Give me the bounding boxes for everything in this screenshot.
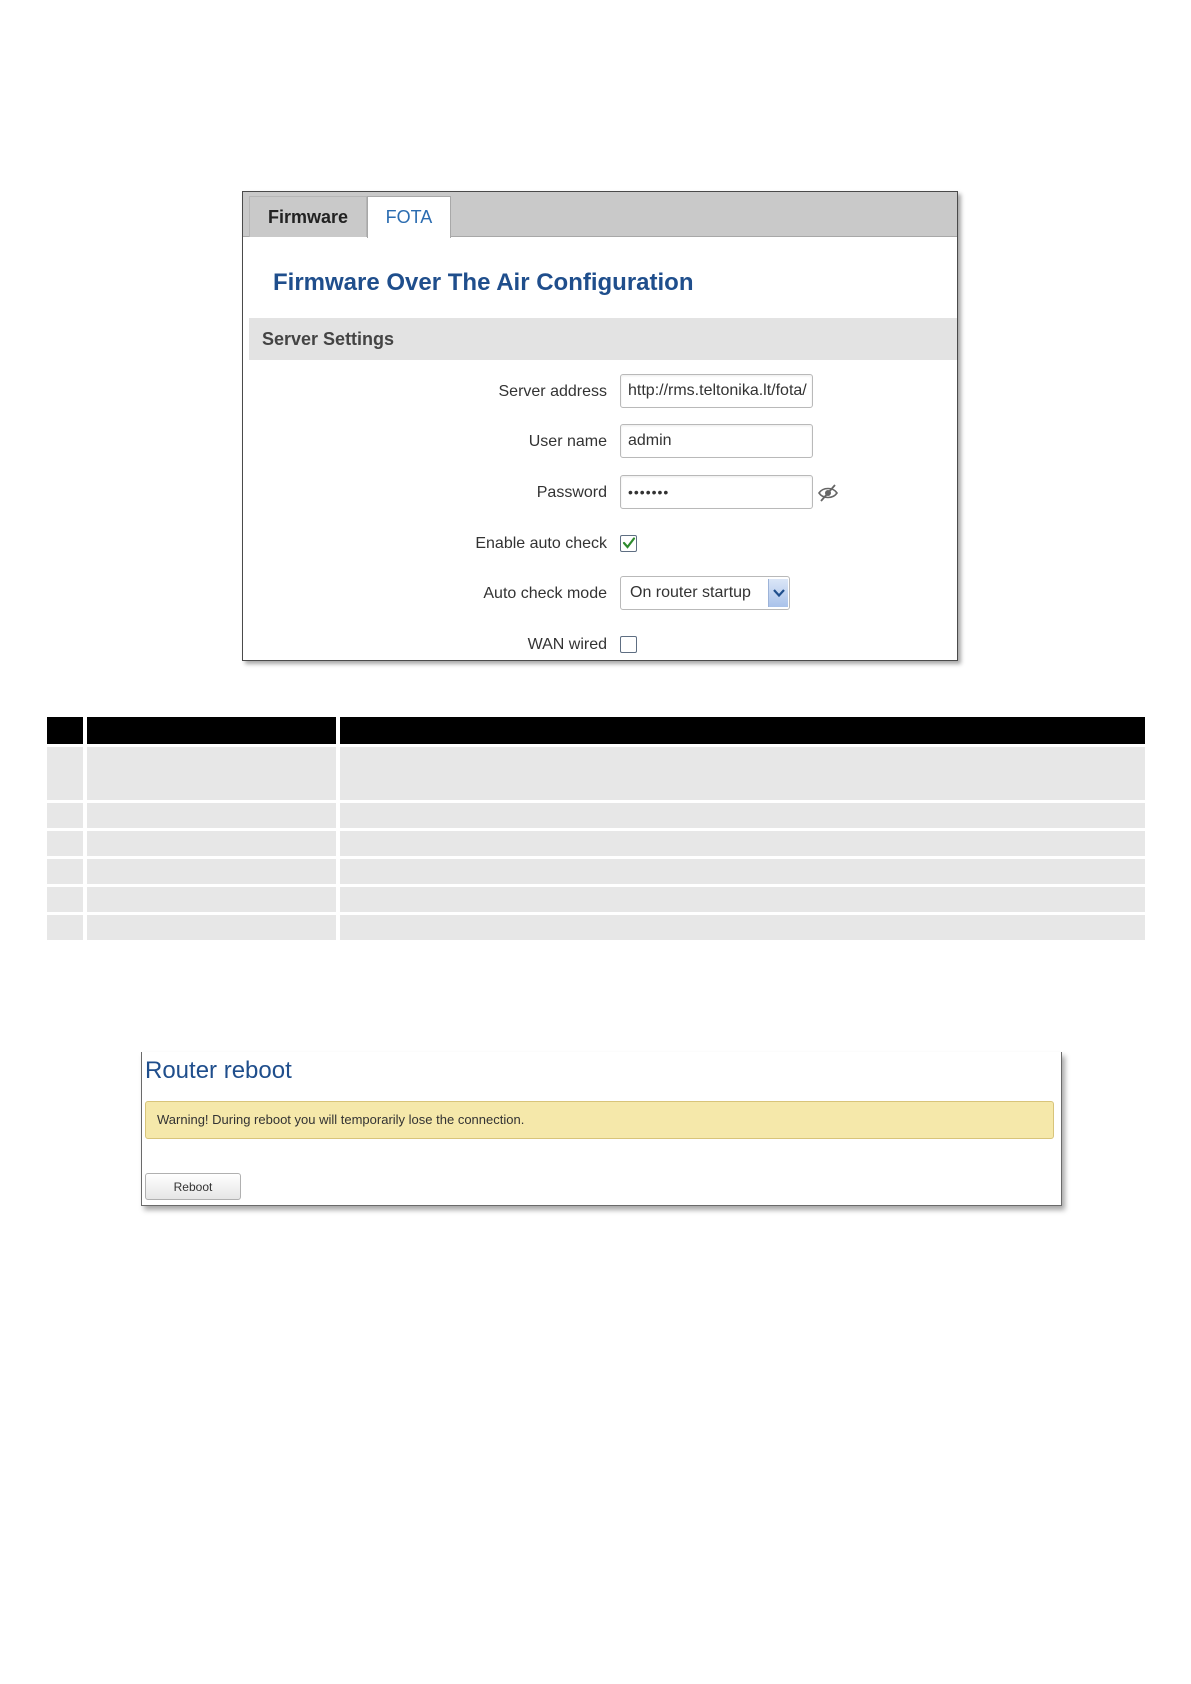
enable-auto-check-label: Enable auto check <box>475 535 607 552</box>
table-cell <box>47 828 87 856</box>
wan-wired-checkbox[interactable] <box>620 636 637 653</box>
table-header-cell <box>47 717 87 744</box>
wan-wired-row <box>243 627 957 661</box>
reboot-button[interactable]: Reboot <box>145 1173 241 1200</box>
page-title: Firmware Over The Air Configuration <box>273 269 694 296</box>
table-row <box>47 912 1145 940</box>
table-row <box>47 884 1145 912</box>
password-input[interactable]: ••••••• <box>620 475 813 509</box>
table-cell <box>47 800 87 828</box>
table-header-cell <box>340 717 1145 744</box>
password-label: Password <box>536 484 607 501</box>
user-name-row <box>243 424 957 460</box>
table-cell <box>87 884 340 912</box>
table-cell <box>47 744 87 800</box>
table-row <box>47 828 1145 856</box>
tab-firmware[interactable]: Firmware <box>249 196 367 237</box>
enable-auto-check-row <box>243 526 957 562</box>
auto-check-mode-row <box>243 576 957 612</box>
user-name-input[interactable]: admin <box>620 424 813 458</box>
server-address-label: Server address <box>498 383 607 400</box>
password-row <box>243 475 957 511</box>
table-cell <box>87 800 340 828</box>
table-cell <box>87 912 340 940</box>
table-cell <box>340 912 1145 940</box>
table-cell <box>340 828 1145 856</box>
table-cell <box>340 884 1145 912</box>
auto-check-mode-select[interactable] <box>620 576 790 610</box>
parameter-table <box>47 717 1145 940</box>
section-header: Server Settings <box>249 318 957 360</box>
table-cell <box>47 912 87 940</box>
fota-screenshot <box>242 191 958 661</box>
auto-check-mode-label: Auto check mode <box>483 585 607 602</box>
server-address-row <box>243 374 957 410</box>
table-row <box>47 800 1145 828</box>
enable-auto-check-checkbox[interactable] <box>620 535 637 552</box>
table-cell <box>340 856 1145 884</box>
table-cell <box>47 884 87 912</box>
table-header-cell <box>87 717 340 744</box>
table-cell <box>87 856 340 884</box>
tab-bar <box>243 192 957 237</box>
warning-banner: Warning! During reboot you will temporarily lose the connection. <box>145 1101 1054 1139</box>
chevron-down-icon[interactable] <box>768 579 788 607</box>
check-icon <box>622 536 636 550</box>
table-cell <box>340 800 1145 828</box>
show-password-icon[interactable] <box>817 482 839 504</box>
table-row <box>47 744 1145 800</box>
user-name-label: User name <box>528 433 607 450</box>
table-cell <box>87 828 340 856</box>
server-address-input[interactable]: http://rms.teltonika.lt/fota/ <box>620 374 813 408</box>
table-cell <box>340 744 1145 800</box>
table-row <box>47 856 1145 884</box>
auto-check-mode-value: On router startup <box>630 584 751 601</box>
reboot-page-title: Router reboot <box>145 1057 292 1084</box>
router-reboot-screenshot <box>141 1052 1062 1206</box>
tab-fota[interactable]: FOTA <box>367 196 451 238</box>
table-header-row <box>47 717 1145 744</box>
table-cell <box>87 744 340 800</box>
wan-wired-label: WAN wired <box>527 636 607 653</box>
table-cell <box>47 856 87 884</box>
